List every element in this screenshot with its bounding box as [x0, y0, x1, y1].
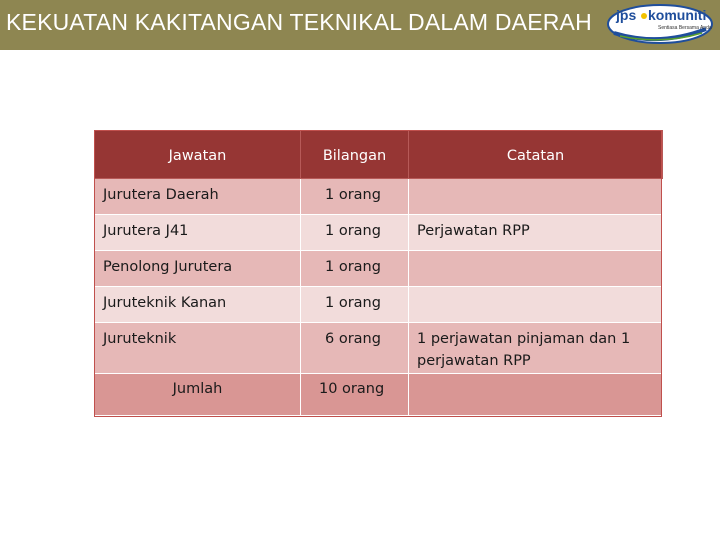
cell-catatan [409, 179, 663, 215]
cell-catatan: Perjawatan RPP [409, 215, 663, 251]
table-row [95, 323, 663, 374]
total-label: Jumlah [95, 374, 301, 416]
cell-bilangan: 1 orang [301, 251, 409, 287]
slide-title: KEKUATAN KAKITANGAN TEKNIKAL DALAM DAERAH [6, 9, 592, 35]
cell-catatan [409, 251, 663, 287]
cell-jawatan: Jurutera J41 [95, 215, 301, 251]
cell-bilangan: 1 orang [301, 287, 409, 323]
cell-bilangan: 1 orang [301, 215, 409, 251]
cell-bilangan: 1 orang [301, 179, 409, 215]
table-row [95, 251, 663, 287]
table-header-row [95, 131, 663, 179]
cell-bilangan: 6 orang [301, 323, 409, 374]
header-catatan: Catatan [409, 131, 663, 179]
title-bar [0, 0, 720, 50]
staff-table-container [94, 130, 662, 417]
logo-brand-right: komuniti [648, 7, 707, 23]
logo-graphic [606, 3, 714, 45]
cell-jawatan: Juruteknik [95, 323, 301, 374]
total-catatan [409, 374, 663, 416]
logo-brand-left: jps [616, 7, 637, 23]
header-jawatan: Jawatan [95, 131, 301, 179]
table-row [95, 287, 663, 323]
logo-tagline: Sentiasa Bersama Anda [658, 25, 712, 31]
staff-table [94, 130, 663, 416]
jps-komuniti-logo [606, 3, 714, 45]
cell-jawatan: Penolong Jurutera [95, 251, 301, 287]
cell-catatan: 1 perjawatan pinjaman dan 1 perjawatan RPP [409, 323, 663, 374]
table-total-row [95, 374, 663, 416]
cell-jawatan: Juruteknik Kanan [95, 287, 301, 323]
table-row [95, 179, 663, 215]
cell-catatan [409, 287, 663, 323]
cell-jawatan: Jurutera Daerah [95, 179, 301, 215]
header-bilangan: Bilangan [301, 131, 409, 179]
table-row [95, 215, 663, 251]
total-bilangan: 10 orang [301, 374, 409, 416]
